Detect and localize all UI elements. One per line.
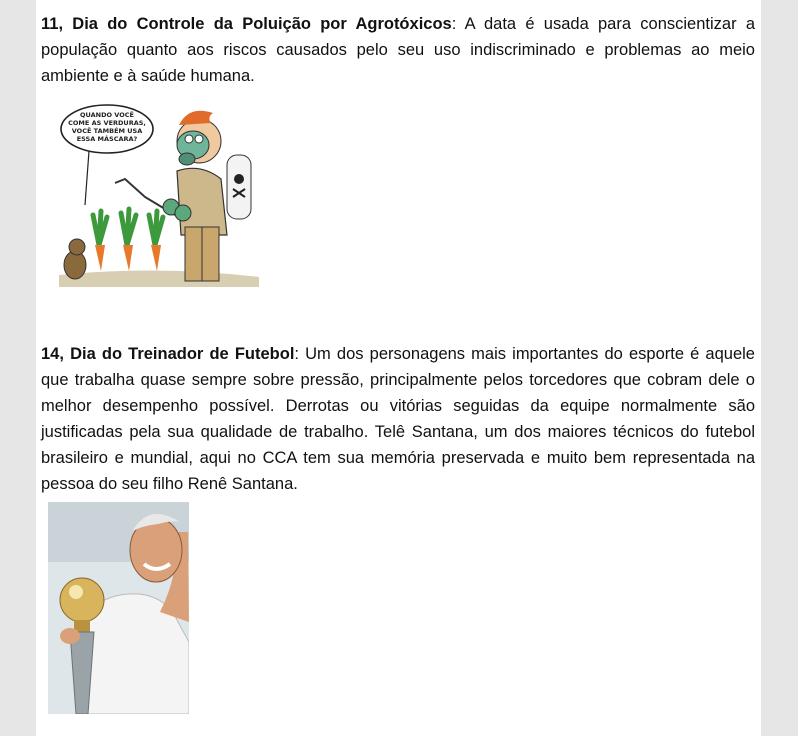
speech-line-1: QUANDO VOCÊ	[80, 111, 134, 119]
paragraph-title: 11, Dia do Controle da Poluição por Agrotóxicos	[41, 15, 452, 33]
article-page	[36, 0, 761, 736]
pesticide-cartoon-image	[59, 95, 259, 287]
paragraph-treinador-futebol	[41, 341, 755, 497]
paragraph-body: : A data é usada para conscientizar a população quanto aos riscos causados pelo seu uso indiscriminado e problemas ao meio ambiente e à saúde humana.	[41, 15, 755, 85]
tele-santana-photo	[48, 502, 189, 714]
speech-line-3: VOCÊ TAMBÉM USA	[71, 127, 143, 135]
paragraph-poluicao-agrotoxicos	[41, 11, 755, 89]
paragraph-body: : Um dos personagens mais importantes do esporte é aquele que trabalha quase sempre sobre pressão, principalmente pelos torcedores que cobram dele o melhor desempenho possível. Derrotas ou vitórias seguidas da equipe normalmente são justificadas pela sua qualidade de trabalho. Telê Santana, um dos maiores técnicos do futebol brasileiro e mundial, aqui no CCA tem sua memória preservada e muito bem representada na pessoa do seu filho Renê Santana.	[41, 345, 755, 493]
paragraph-title: 14, Dia do Treinador de Futebol	[41, 345, 295, 363]
speech-line-2: COME AS VERDURAS,	[68, 119, 146, 127]
speech-line-4: ESSA MÁSCARA?	[76, 135, 138, 143]
carrot-plants	[93, 209, 163, 271]
